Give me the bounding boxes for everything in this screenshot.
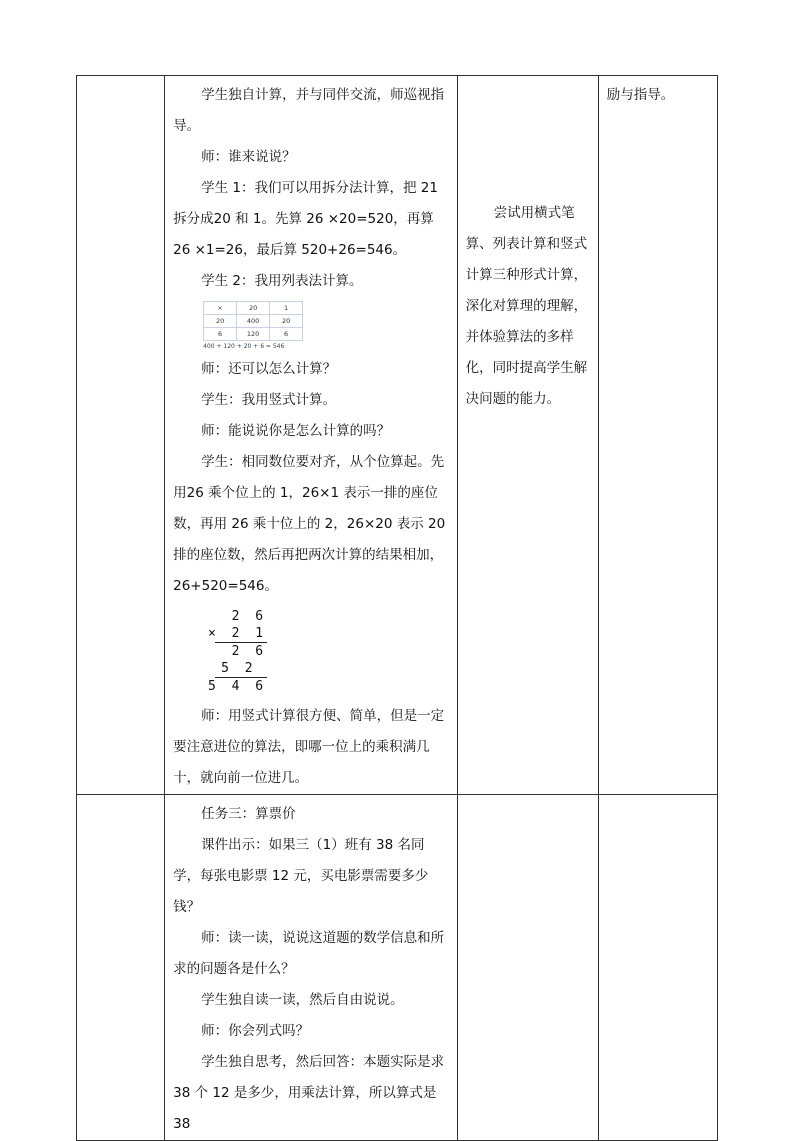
vm-multiplicand: 2 6 — [231, 609, 268, 624]
table-cell: × — [204, 302, 237, 315]
vm-multiplier: × 2 1 — [207, 626, 268, 641]
design-intent-cell — [457, 76, 598, 795]
activity-cell — [165, 795, 457, 1141]
paragraph: 师：谁来说说？ — [201, 149, 296, 165]
vm-partial-product-1: 2 6 — [231, 644, 268, 659]
list-method-sum: 400 + 120 + 20 + 6 = 546 — [203, 343, 285, 350]
design-intent-text: 尝试用横式笔算、列表计算和竖式计算三种形式计算，深化对算理的理解，并体验算法的多样化，同时提高学生解决问题的能力。 — [465, 205, 588, 407]
note-text: 励与指导。 — [606, 87, 675, 103]
paragraph: 学生：我用竖式计算。 — [201, 392, 337, 408]
paragraph: 师：用竖式计算很方便、简单，但是一定要注意进位的算法，即哪一位上的乘积满几十，就向前一位进几。 — [173, 708, 445, 786]
note-cell — [598, 76, 717, 795]
paragraph: 学生 2：我用列表法计算。 — [201, 273, 363, 289]
table-cell: 20 — [204, 315, 237, 328]
activity-cell — [165, 76, 457, 795]
paragraph: 学生 1：我们可以用拆分法计算，把 21 拆分成20 和 1。先算 26 ×20=520，再算 26 ×1=26，最后算 520+26=546。 — [173, 180, 438, 258]
table-cell: 120 — [237, 328, 270, 341]
table-cell: 20 — [237, 302, 270, 315]
paragraph: 课件出示：如果三（1）班有 38 名同学，每张电影票 12 元，买电影票需要多少钱？ — [173, 837, 429, 915]
stage-cell — [77, 795, 165, 1141]
paragraph: 学生独自计算，并与同伴交流，师巡视指导。 — [173, 87, 445, 134]
note-cell — [598, 795, 717, 1141]
lesson-plan-table — [76, 75, 718, 1141]
table-cell: 1 — [270, 302, 303, 315]
paragraph: 师：能说说你是怎么计算的吗？ — [201, 423, 391, 439]
paragraph: 学生独自思考，然后回答：本题实际是求 38 个 12 是多少，用乘法计算，所以算式是 38 — [173, 1054, 445, 1132]
paragraph: 师：还可以怎么计算？ — [201, 361, 337, 377]
stage-cell — [77, 76, 165, 795]
table-cell: 400 — [237, 315, 270, 328]
table-cell: 6 — [270, 328, 303, 341]
vm-result: 5 4 6 — [207, 679, 268, 694]
paragraph: 师：读一读，说说这道题的数学信息和所求的问题各是什么？ — [173, 930, 445, 977]
vm-partial-product-2: 5 2 — [221, 661, 257, 676]
vertical-multiplication — [207, 608, 268, 695]
list-method-figure — [203, 301, 303, 352]
table-row — [77, 795, 718, 1141]
paragraph: 学生：相同数位要对齐，从个位算起。先用26 乘个位上的 1，26×1 表示一排的座位数，再用 26 乘十位上的 2，26×20 表示 20 排的座位数，然后再把两次计算的结果相加，26+520=546。 — [173, 454, 446, 594]
paragraph: 师：你会列式吗？ — [201, 1023, 310, 1039]
table-cell: 6 — [204, 328, 237, 341]
table-row — [77, 76, 718, 795]
design-intent-cell — [457, 795, 598, 1141]
task-heading: 任务三：算票价 — [201, 806, 296, 822]
table-cell: 20 — [270, 315, 303, 328]
list-method-table — [203, 301, 303, 341]
paragraph: 学生独自读一读，然后自由说说。 — [201, 992, 404, 1008]
